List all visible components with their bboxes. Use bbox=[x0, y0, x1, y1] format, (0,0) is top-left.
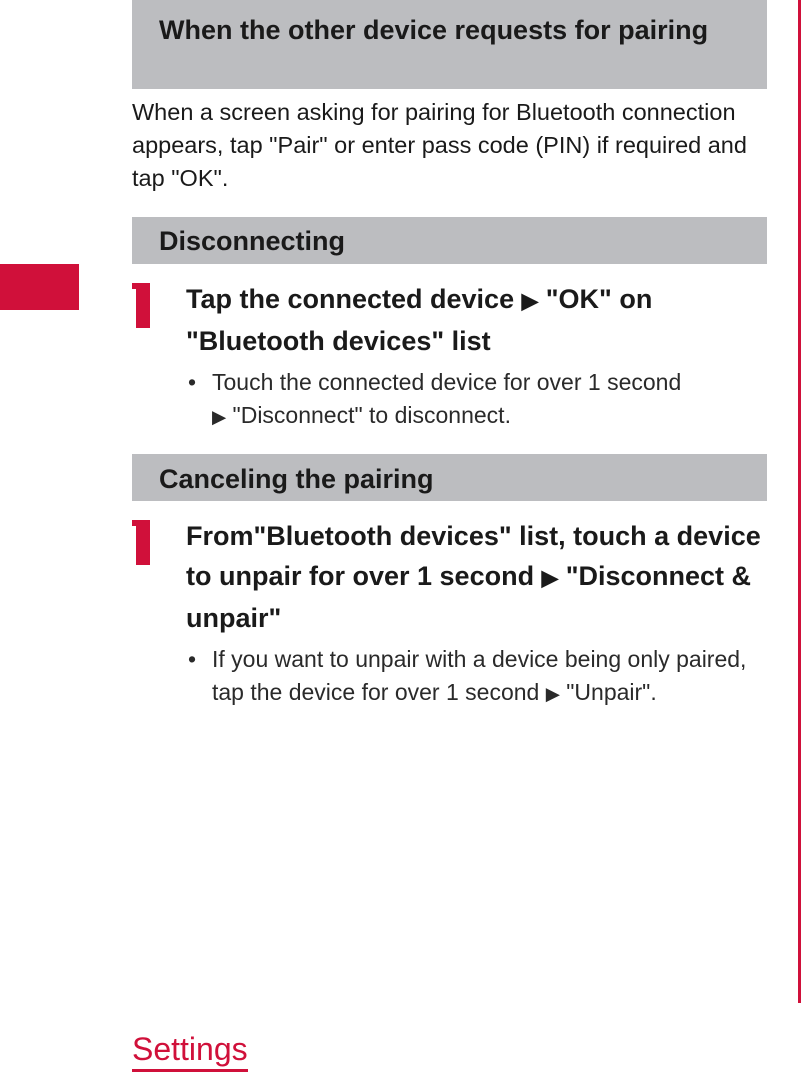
arrow-right-icon: ▶ bbox=[521, 288, 539, 313]
unpair-step-1 bbox=[186, 516, 766, 638]
step-number-1-marker bbox=[136, 520, 150, 565]
section-header-pairing-request bbox=[132, 0, 767, 89]
section-title: When the other device requests for pairing bbox=[159, 15, 709, 45]
footer-chapter-label: Settings bbox=[132, 1029, 248, 1072]
arrow-right-icon: ▶ bbox=[545, 683, 560, 704]
section-header-disconnecting bbox=[132, 217, 767, 264]
arrow-right-icon: ▶ bbox=[541, 565, 559, 590]
note-text-part: If you want to unpair with a device being only paired, tap the device for over 1 second bbox=[212, 646, 747, 705]
note-text-part: "Disconnect" to disconnect. bbox=[232, 402, 511, 428]
section-header-canceling-pairing bbox=[132, 454, 767, 501]
disconnect-step-1 bbox=[186, 279, 766, 361]
step-text-part: From"Bluetooth devices" list, touch a device to unpair for over 1 second bbox=[186, 521, 761, 591]
section-title: Canceling the pairing bbox=[159, 464, 434, 494]
disconnect-note bbox=[188, 366, 767, 433]
unpair-note bbox=[188, 643, 767, 710]
note-text-part: Touch the connected device for over 1 second bbox=[212, 369, 682, 395]
arrow-right-icon: ▶ bbox=[212, 406, 227, 427]
step-text-part: "Disconnect & unpair" bbox=[186, 561, 752, 633]
step-number-1-marker bbox=[136, 283, 150, 328]
page-edge-rule bbox=[798, 0, 801, 1003]
step-text-part: "OK" on "Bluetooth devices" list bbox=[186, 284, 653, 356]
chapter-tab-marker bbox=[0, 264, 79, 310]
note-text-part: "Unpair". bbox=[566, 679, 657, 705]
section-title: Disconnecting bbox=[159, 226, 346, 256]
step-text-part: Tap the connected device bbox=[186, 284, 515, 314]
bullet-icon: • bbox=[188, 369, 197, 395]
bullet-icon: • bbox=[188, 646, 197, 672]
pairing-request-body: When a screen asking for pairing for Bluetooth connection appears, tap "Pair" or enter pass code (PIN) if required and tap "OK". bbox=[132, 99, 747, 191]
